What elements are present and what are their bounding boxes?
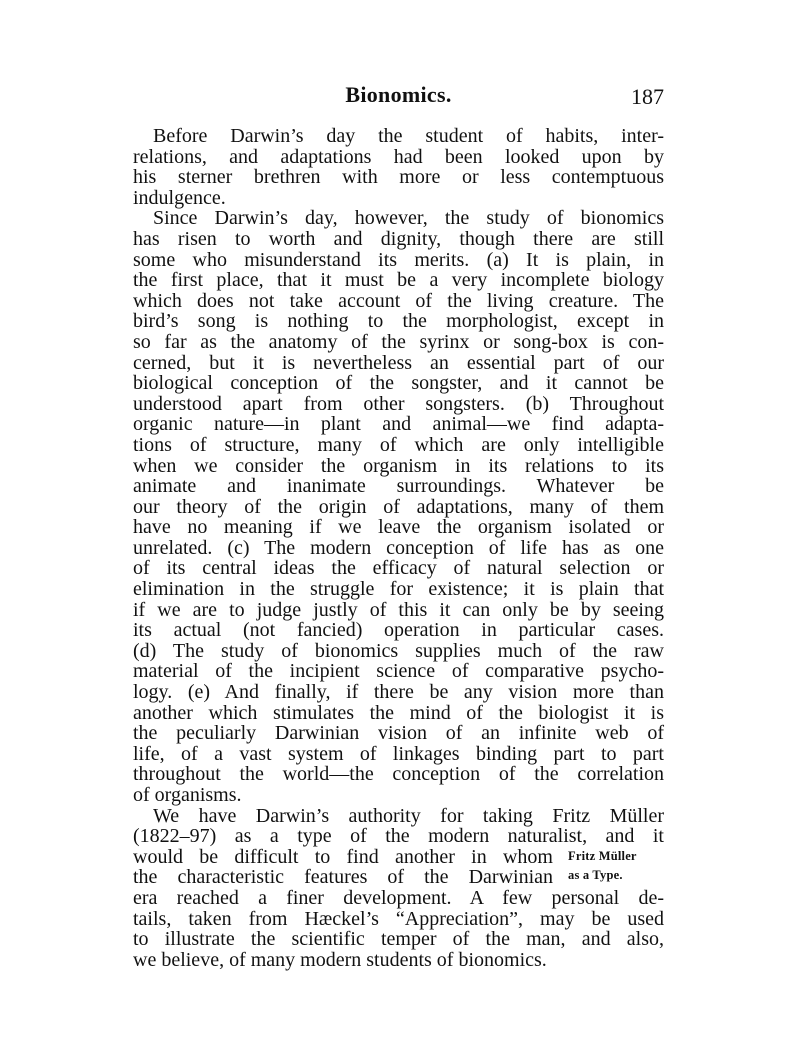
text-line: another which stimulates the mind of the biologist it is bbox=[133, 701, 664, 724]
text-line: life, of a vast system of linkages binding part to part bbox=[133, 742, 664, 765]
text-line: We have Darwin’s authority for taking Fritz Müller bbox=[153, 804, 664, 827]
text-line: biological conception of the songster, and it cannot be bbox=[133, 372, 664, 395]
text-line: Before Darwin’s day the student of habits, inter- bbox=[153, 125, 664, 147]
text-line: relations, and adaptations had been looked upon by bbox=[133, 145, 664, 168]
text-line: Since Darwin’s day, however, the study of bionomics bbox=[153, 207, 664, 230]
text-line: of organisms. bbox=[133, 784, 242, 806]
margin-note-line: Fritz Müller bbox=[568, 849, 637, 863]
margin-note bbox=[568, 849, 668, 882]
text-line: indulgence. bbox=[133, 186, 226, 209]
text-line: cerned, but it is nevertheless an essential part of our bbox=[133, 351, 664, 374]
text-line: which does not take account of the living creature. The bbox=[133, 289, 664, 312]
margin-note-line: as a Type. bbox=[568, 868, 623, 882]
text-line: the first place, that it must be a very incomplete biology bbox=[133, 269, 664, 292]
text-line: (1822–97) as a type of the modern naturalist, and it bbox=[133, 825, 664, 848]
text-line: to illustrate the scientific temper of the man, and also, bbox=[133, 928, 664, 951]
text-line: its actual (not fancied) operation in particular cases. bbox=[133, 619, 664, 642]
text-line: we believe, of many modern students of bionomics. bbox=[133, 948, 547, 971]
text-line: animate and inanimate surroundings. Whatever be bbox=[133, 475, 664, 498]
text-line: organic nature—in plant and animal—we find adapta- bbox=[133, 413, 664, 436]
text-line: era reached a finer development. A few personal de- bbox=[133, 886, 664, 909]
text-line: has risen to worth and dignity, though there are still bbox=[133, 227, 664, 250]
text-line: unrelated. (c) The modern conception of life has as one bbox=[133, 536, 664, 559]
page-header bbox=[133, 82, 664, 112]
text-line: throughout the world—the conception of the correlation bbox=[133, 763, 664, 786]
text-line: when we consider the organism in its relations to its bbox=[133, 454, 664, 477]
text-line: elimination in the struggle for existence; it is plain that bbox=[133, 578, 664, 601]
running-title: Bionomics. bbox=[345, 82, 452, 107]
text-line: tails, taken from Hæckel’s “Appreciation”, may be used bbox=[133, 907, 664, 930]
body-text bbox=[133, 126, 664, 970]
text-line: some who misunderstand its merits. (a) It is plain, in bbox=[133, 248, 664, 271]
text-line: the peculiarly Darwinian vision of an infinite web of bbox=[133, 722, 664, 745]
text-line: material of the incipient science of comparative psycho- bbox=[133, 660, 664, 683]
text-line: tions of structure, many of which are only intelligible bbox=[133, 433, 664, 456]
text-line: our theory of the origin of adaptations, many of them bbox=[133, 495, 664, 518]
text-line: bird’s song is nothing to the morphologist, except in bbox=[133, 310, 664, 333]
text-line: (d) The study of bionomics supplies much of the raw bbox=[133, 639, 664, 662]
text-line: of its central ideas the efficacy of natural selection or bbox=[133, 557, 664, 580]
text-line: so far as the anatomy of the syrinx or song-box is con- bbox=[133, 330, 664, 353]
text-line: logy. (e) And finally, if there be any vision more than bbox=[133, 681, 664, 704]
text-line: if we are to judge justly of this it can only be by seeing bbox=[133, 598, 664, 621]
page-number: 187 bbox=[631, 84, 664, 109]
text-line: his sterner brethren with more or less contemptuous bbox=[133, 166, 664, 189]
text-line: the characteristic features of the Darwinian bbox=[133, 866, 553, 889]
text-line: have no meaning if we leave the organism isolated or bbox=[133, 516, 664, 539]
text-line: understood apart from other songsters. (b) Throughout bbox=[133, 392, 664, 415]
text-line: would be difficult to find another in whom bbox=[133, 845, 553, 868]
